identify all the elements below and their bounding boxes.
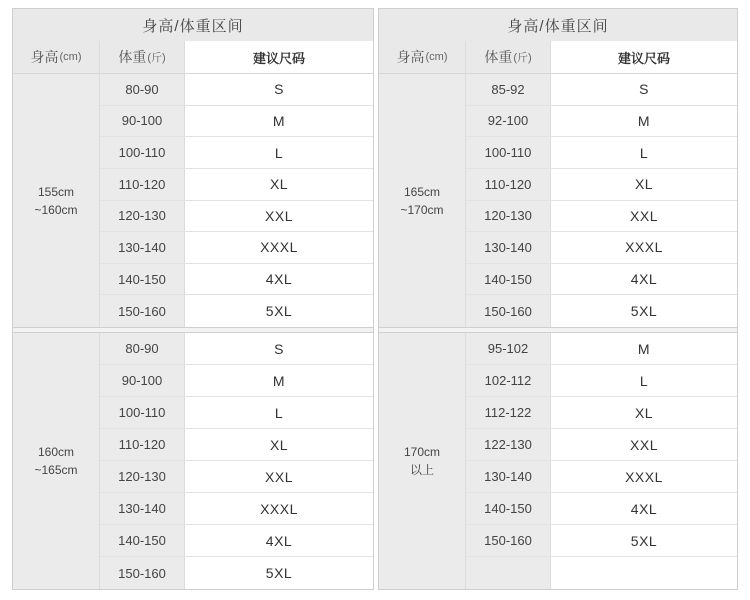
weight-range-cell: 110-120 <box>100 169 185 200</box>
table-row <box>100 429 373 461</box>
height-group-165-170 <box>379 74 737 327</box>
table-row <box>466 557 737 589</box>
height-range-cell: 160cm ~165cm <box>13 333 100 589</box>
weight-range-cell: 120-130 <box>100 461 185 492</box>
weight-range-cell: 100-110 <box>100 137 185 168</box>
table-row <box>100 557 373 589</box>
table-title: 身高/体重区间 <box>379 9 737 42</box>
size-cell: M <box>551 106 737 137</box>
weight-range-cell: 90-100 <box>100 365 185 396</box>
size-cell: XXL <box>185 461 373 492</box>
size-cell: 4XL <box>185 264 373 295</box>
table-row <box>466 461 737 493</box>
weight-range-cell <box>466 557 551 589</box>
size-cell: 5XL <box>185 557 373 589</box>
weight-range-cell: 85-92 <box>466 74 551 105</box>
size-table-left <box>12 8 374 590</box>
size-cell: L <box>551 365 737 396</box>
weight-range-cell: 150-160 <box>466 295 551 327</box>
table-row <box>100 295 373 327</box>
table-row <box>100 201 373 233</box>
table-row <box>466 201 737 233</box>
weight-range-cell: 150-160 <box>466 525 551 556</box>
table-row <box>100 74 373 106</box>
table-row <box>100 264 373 296</box>
size-cell: XXXL <box>551 232 737 263</box>
column-header-size: 建议尺码 <box>185 41 373 73</box>
table-row <box>100 169 373 201</box>
height-range-cell: 155cm ~160cm <box>13 74 100 327</box>
table-row <box>466 106 737 138</box>
column-header-height: 身高 (cm) <box>13 41 100 73</box>
table-row <box>100 232 373 264</box>
size-cell: M <box>551 333 737 364</box>
weight-size-rows <box>466 333 737 589</box>
size-chart <box>12 8 738 590</box>
table-row <box>466 493 737 525</box>
weight-range-cell: 130-140 <box>100 493 185 524</box>
size-cell: L <box>551 137 737 168</box>
size-cell: 5XL <box>551 295 737 327</box>
height-group-160-165 <box>13 333 373 589</box>
height-range-cell: 165cm ~170cm <box>379 74 466 327</box>
size-cell: XXXL <box>551 461 737 492</box>
weight-range-cell: 120-130 <box>100 201 185 232</box>
weight-range-cell: 130-140 <box>100 232 185 263</box>
table-row <box>466 295 737 327</box>
table-row <box>100 106 373 138</box>
size-table-right <box>378 8 738 590</box>
height-range-cell: 170cm 以上 <box>379 333 466 589</box>
size-cell: 4XL <box>551 264 737 295</box>
weight-size-rows <box>100 333 373 589</box>
weight-range-cell: 92-100 <box>466 106 551 137</box>
weight-size-rows <box>100 74 373 327</box>
height-group-155-160 <box>13 74 373 327</box>
weight-range-cell: 122-130 <box>466 429 551 460</box>
weight-range-cell: 140-150 <box>466 264 551 295</box>
weight-range-cell: 112-122 <box>466 397 551 428</box>
table-row <box>466 137 737 169</box>
table-title: 身高/体重区间 <box>13 9 373 42</box>
weight-range-cell: 90-100 <box>100 106 185 137</box>
table-row <box>100 365 373 397</box>
weight-range-cell: 150-160 <box>100 295 185 327</box>
size-cell: XXXL <box>185 232 373 263</box>
size-cell: XL <box>185 429 373 460</box>
weight-range-cell: 150-160 <box>100 557 185 589</box>
size-cell: S <box>185 333 373 364</box>
table-row <box>466 525 737 557</box>
column-header-size: 建议尺码 <box>551 41 737 73</box>
table-row <box>466 365 737 397</box>
size-cell: S <box>185 74 373 105</box>
table-row <box>466 169 737 201</box>
weight-range-cell: 130-140 <box>466 232 551 263</box>
weight-range-cell: 130-140 <box>466 461 551 492</box>
weight-size-rows <box>466 74 737 327</box>
table-row <box>100 525 373 557</box>
column-header-weight: 体重 (斤) <box>100 41 185 73</box>
weight-range-cell: 102-112 <box>466 365 551 396</box>
column-header-height: 身高 (cm) <box>379 41 466 73</box>
column-headers <box>379 41 737 74</box>
size-cell: S <box>551 74 737 105</box>
size-cell: M <box>185 106 373 137</box>
size-cell: XL <box>551 397 737 428</box>
weight-range-cell: 120-130 <box>466 201 551 232</box>
table-row <box>466 397 737 429</box>
weight-range-cell: 95-102 <box>466 333 551 364</box>
size-cell: 5XL <box>551 525 737 556</box>
column-headers <box>13 41 373 74</box>
weight-range-cell: 100-110 <box>100 397 185 428</box>
weight-range-cell: 140-150 <box>100 264 185 295</box>
column-header-weight: 体重 (斤) <box>466 41 551 73</box>
table-row <box>466 333 737 365</box>
size-cell: XXL <box>551 201 737 232</box>
weight-range-cell: 140-150 <box>100 525 185 556</box>
size-cell <box>551 557 737 589</box>
size-cell: XXL <box>551 429 737 460</box>
weight-range-cell: 80-90 <box>100 333 185 364</box>
table-row <box>466 232 737 264</box>
size-cell: XL <box>551 169 737 200</box>
size-cell: XXXL <box>185 493 373 524</box>
table-row <box>466 429 737 461</box>
weight-range-cell: 100-110 <box>466 137 551 168</box>
weight-range-cell: 80-90 <box>100 74 185 105</box>
table-row <box>100 397 373 429</box>
weight-range-cell: 110-120 <box>100 429 185 460</box>
table-row <box>100 137 373 169</box>
table-row <box>100 333 373 365</box>
table-row <box>100 461 373 493</box>
weight-range-cell: 110-120 <box>466 169 551 200</box>
weight-range-cell: 140-150 <box>466 493 551 524</box>
size-cell: L <box>185 137 373 168</box>
size-cell: XXL <box>185 201 373 232</box>
size-cell: 4XL <box>185 525 373 556</box>
table-row <box>100 493 373 525</box>
height-group-170-plus <box>379 333 737 589</box>
size-cell: 5XL <box>185 295 373 327</box>
table-row <box>466 74 737 106</box>
size-cell: 4XL <box>551 493 737 524</box>
size-cell: M <box>185 365 373 396</box>
size-cell: L <box>185 397 373 428</box>
table-row <box>466 264 737 296</box>
size-cell: XL <box>185 169 373 200</box>
